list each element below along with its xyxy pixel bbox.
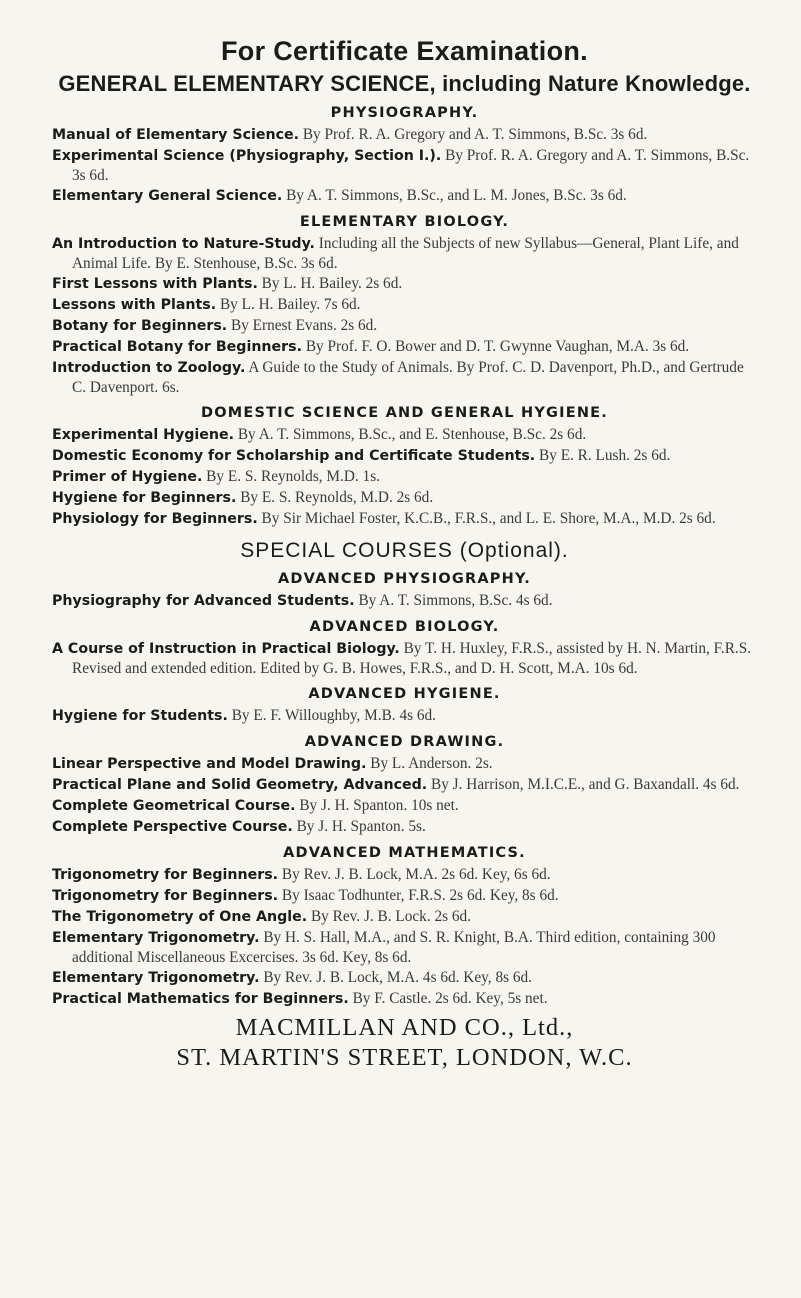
book-title: First Lessons with Plants.: [52, 276, 258, 292]
book-entry: [52, 488, 757, 508]
book-title: A Course of Instruction in Practical Biology.: [52, 641, 400, 657]
book-title: Domestic Economy for Scholarship and Certificate Students.: [52, 448, 536, 464]
required-sections: [52, 105, 757, 529]
book-title: Practical Mathematics for Beginners.: [52, 991, 349, 1007]
book-entry: [52, 754, 757, 774]
section-heading: ADVANCED BIOLOGY.: [309, 619, 500, 635]
book-entry: [52, 446, 757, 466]
section-heading: ADVANCED PHYSIOGRAPHY.: [278, 571, 531, 587]
book-title: Practical Botany for Beginners.: [52, 339, 302, 355]
book-entry: [52, 316, 757, 336]
book-details: By E. S. Reynolds, M.D. 1s.: [206, 468, 380, 485]
book-title: Manual of Elementary Science.: [52, 127, 299, 143]
book-title: Trigonometry for Beginners.: [52, 867, 279, 883]
book-details: By Sir Michael Foster, K.C.B., F.R.S., and L. E. Shore, M.A., M.D. 2s 6d.: [261, 510, 716, 527]
book-entry: [52, 817, 757, 837]
publisher-address: ST. MARTIN'S STREET, LONDON, W.C.: [176, 1044, 633, 1071]
book-entry: [52, 907, 757, 927]
optional-sections: [52, 571, 757, 1009]
book-title: Physiology for Beginners.: [52, 511, 258, 527]
book-details: By J. Harrison, M.I.C.E., and G. Baxandall. 4s 6d.: [431, 776, 740, 793]
book-title: The Trigonometry of One Angle.: [52, 909, 308, 925]
section-heading: DOMESTIC SCIENCE AND GENERAL HYGIENE.: [201, 405, 608, 421]
book-details: By J. H. Spanton. 10s net.: [299, 797, 459, 814]
book-entry: [52, 968, 757, 988]
book-title: Hygiene for Students.: [52, 708, 228, 724]
book-title: Practical Plane and Solid Geometry, Advanced.: [52, 777, 428, 793]
book-title: Complete Perspective Course.: [52, 819, 293, 835]
section-heading: ADVANCED MATHEMATICS.: [283, 845, 526, 861]
publisher-footer: [52, 1013, 757, 1073]
book-entry: [52, 865, 757, 885]
book-details: By A. T. Simmons, B.Sc. 4s 6d.: [358, 592, 553, 609]
book-details: By Rev. J. B. Lock, M.A. 4s 6d. Key, 8s 6d.: [263, 969, 532, 986]
book-details: By L. H. Bailey. 7s 6d.: [219, 296, 361, 313]
book-entry: [52, 639, 757, 678]
book-entry: [52, 886, 757, 906]
book-entry: [52, 775, 757, 795]
book-details: By H. S. Hall, M.A., and S. R. Knight, B.A. Third edition, containing 300 additional Miscellaneous Excercises. 3s 6d. Key, 8s 6d.: [72, 929, 716, 966]
book-details: By E. R. Lush. 2s 6d.: [539, 447, 671, 464]
book-title: Complete Geometrical Course.: [52, 798, 296, 814]
book-title: Experimental Hygiene.: [52, 427, 235, 443]
section-heading: ADVANCED HYGIENE.: [308, 686, 501, 702]
book-title: Primer of Hygiene.: [52, 469, 203, 485]
book-details: By L. H. Bailey. 2s 6d.: [261, 275, 403, 292]
book-details: A Guide to the Study of Animals. By Prof. C. D. Davenport, Ph.D., and Gertrude C. Davenport. 6s.: [72, 359, 744, 396]
book-entry: [52, 337, 757, 357]
section-heading: PHYSIOGRAPHY.: [330, 105, 479, 121]
book-title: Hygiene for Beginners.: [52, 490, 237, 506]
book-entry: [52, 509, 757, 529]
book-details: By A. T. Simmons, B.Sc., and E. Stenhouse, B.Sc. 2s 6d.: [237, 426, 587, 443]
book-entry: [52, 425, 757, 445]
book-details: By E. S. Reynolds, M.D. 2s 6d.: [240, 489, 434, 506]
page-title: For Certificate Examination.: [221, 36, 588, 66]
book-title: Elementary General Science.: [52, 188, 283, 204]
optional-heading: SPECIAL COURSES (Optional).: [240, 539, 569, 562]
book-details: By Prof. R. A. Gregory and A. T. Simmons, B.Sc. 3s 6d.: [72, 147, 750, 184]
book-title: Lessons with Plants.: [52, 297, 217, 313]
book-entry: [52, 186, 757, 206]
book-details: By Prof. R. A. Gregory and A. T. Simmons, B.Sc. 3s 6d.: [302, 126, 648, 143]
book-details: By Rev. J. B. Lock. 2s 6d.: [310, 908, 472, 925]
section-heading: ELEMENTARY BIOLOGY.: [299, 214, 510, 230]
publisher-name: MACMILLAN AND CO., Ltd.,: [235, 1014, 574, 1041]
book-entry: [52, 591, 757, 611]
book-entry: [52, 706, 757, 726]
book-entry: [52, 146, 757, 185]
book-details: By Ernest Evans. 2s 6d.: [231, 317, 378, 334]
book-entry: [52, 796, 757, 816]
book-title: Introduction to Zoology.: [52, 360, 246, 376]
book-title: Botany for Beginners.: [52, 318, 228, 334]
book-title: Physiography for Advanced Students.: [52, 593, 355, 609]
book-details: By J. H. Spanton. 5s.: [296, 818, 426, 835]
book-entry: [52, 928, 757, 967]
book-details: By T. H. Huxley, F.R.S., assisted by H. N. Martin, F.R.S. Revised and extended edition. Edited by G. B. Howes, F.R.S., and D. H. Scott, M.A. 10s 6d.: [72, 640, 752, 677]
book-entry: [52, 358, 757, 397]
book-title: Trigonometry for Beginners.: [52, 888, 279, 904]
book-details: By Isaac Todhunter, F.R.S. 2s 6d. Key, 8s 6d.: [281, 887, 559, 904]
section-heading: ADVANCED DRAWING.: [304, 734, 505, 750]
book-details: By Prof. F. O. Bower and D. T. Gwynne Vaughan, M.A. 3s 6d.: [305, 338, 690, 355]
book-entry: [52, 467, 757, 487]
book-title: Experimental Science (Physiography, Section I.).: [52, 148, 442, 164]
book-title: Elementary Trigonometry.: [52, 970, 260, 986]
book-entry: [52, 295, 757, 315]
book-entry: [52, 989, 757, 1009]
book-entry: [52, 234, 757, 273]
book-details: By L. Anderson. 2s.: [370, 755, 493, 772]
book-title: Elementary Trigonometry.: [52, 930, 260, 946]
book-entry: [52, 274, 757, 294]
book-details: By E. F. Willoughby, M.B. 4s 6d.: [231, 707, 436, 724]
book-details: By Rev. J. B. Lock, M.A. 2s 6d. Key, 6s 6d.: [281, 866, 551, 883]
book-title: An Introduction to Nature-Study.: [52, 236, 315, 252]
book-details: By A. T. Simmons, B.Sc., and L. M. Jones, B.Sc. 3s 6d.: [286, 187, 627, 204]
book-entry: [52, 125, 757, 145]
book-title: Linear Perspective and Model Drawing.: [52, 756, 367, 772]
book-details: By F. Castle. 2s 6d. Key, 5s net.: [352, 990, 548, 1007]
book-details: Including all the Subjects of new Syllabus—General, Plant Life, and Animal Life. By E. Stenhouse, B.Sc. 3s 6d.: [72, 235, 739, 272]
page-subtitle: GENERAL ELEMENTARY SCIENCE, including Nature Knowledge.: [58, 71, 751, 96]
